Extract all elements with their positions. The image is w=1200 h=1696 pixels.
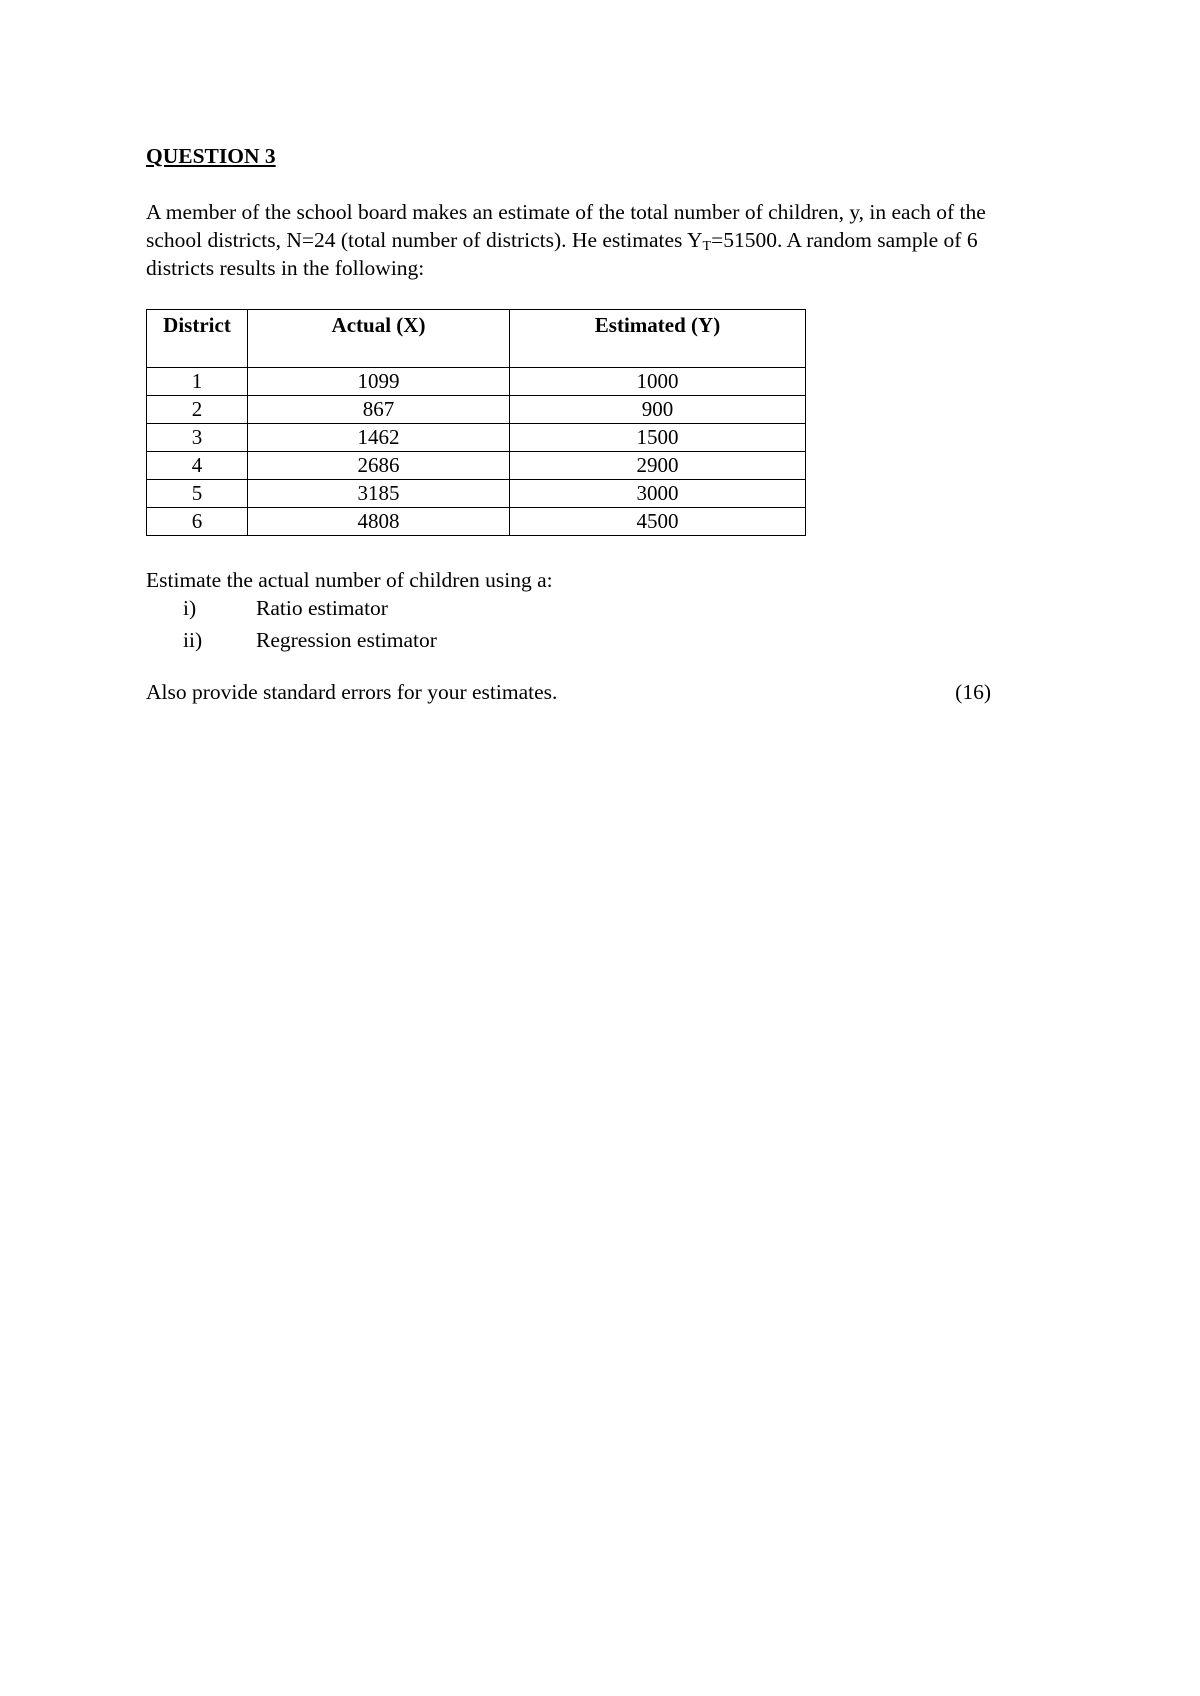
list-item: [146, 594, 1046, 626]
estimator-list: [146, 594, 1046, 658]
question-intro: [146, 198, 1041, 282]
table-row: [147, 424, 806, 452]
cell-district: 4: [147, 452, 248, 480]
intro-subscript: T: [702, 239, 712, 254]
closing-line: [146, 678, 991, 706]
header-actual: Actual (X): [248, 310, 510, 368]
list-item-number: ii): [183, 628, 203, 652]
cell-actual: 867: [248, 396, 510, 424]
cell-estimated: 4500: [510, 508, 806, 536]
table-row: [147, 396, 806, 424]
table-row: [147, 368, 806, 396]
cell-estimated: 2900: [510, 452, 806, 480]
cell-actual: 2686: [248, 452, 510, 480]
document-page: [146, 142, 1046, 706]
closing-text: Also provide standard errors for your estimates.: [146, 680, 558, 704]
cell-actual: 3185: [248, 480, 510, 508]
list-item-text: Regression estimator: [256, 628, 437, 652]
district-data-table: [146, 309, 806, 536]
cell-district: 6: [147, 508, 248, 536]
intro-text-part1: A member of the school board makes an estimate of the total number of children, y, in each of the school districts, N=24 (total number of districts). He estimates Y: [146, 200, 986, 252]
question-title: QUESTION 3: [146, 144, 276, 168]
cell-estimated: 900: [510, 396, 806, 424]
cell-district: 5: [147, 480, 248, 508]
list-item-text: Ratio estimator: [256, 596, 388, 620]
table-row: [147, 452, 806, 480]
cell-estimated: 1500: [510, 424, 806, 452]
header-district: District: [147, 310, 248, 368]
cell-actual: 1462: [248, 424, 510, 452]
cell-district: 3: [147, 424, 248, 452]
cell-actual: 4808: [248, 508, 510, 536]
table-row: [147, 508, 806, 536]
cell-actual: 1099: [248, 368, 510, 396]
intro-text-part2: =51500. A random sample of 6 districts results in the following:: [146, 228, 978, 280]
cell-district: 2: [147, 396, 248, 424]
task-lead: Estimate the actual number of children using a:: [146, 568, 553, 592]
header-estimated: Estimated (Y): [510, 310, 806, 368]
list-item-number: i): [183, 596, 197, 620]
cell-estimated: 1000: [510, 368, 806, 396]
marks-label: (16): [955, 680, 991, 704]
table-row: [147, 480, 806, 508]
list-item: [146, 626, 1046, 658]
table-header-row: [147, 310, 806, 368]
cell-estimated: 3000: [510, 480, 806, 508]
cell-district: 1: [147, 368, 248, 396]
